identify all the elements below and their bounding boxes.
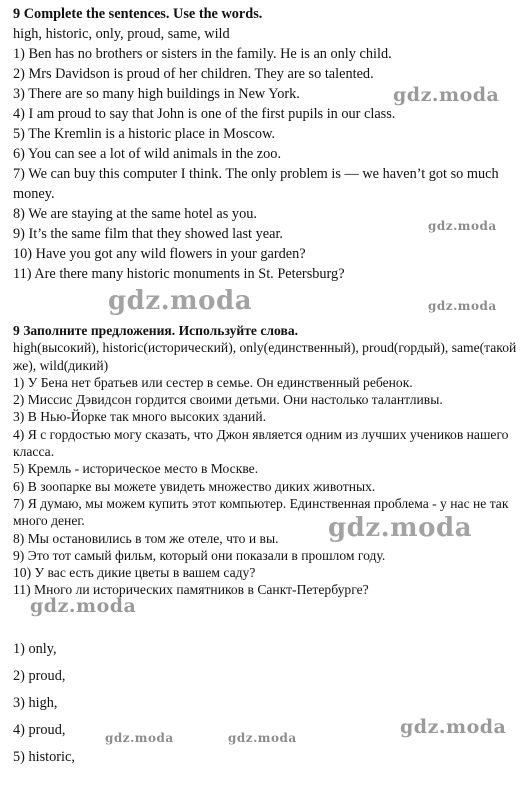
sentence-ru: 10) У вас есть дикие цветы в вашем саду?	[13, 565, 256, 581]
watermark: gdz.moda	[400, 716, 507, 738]
sentence-ru: 6) В зоопарке вы можете увидеть множество диких животных.	[13, 478, 376, 494]
watermark: gdz.moda	[428, 219, 497, 233]
watermark: gdz.moda	[108, 286, 253, 316]
exercise-title: 9 Complete the sentences. Use the words.	[13, 6, 263, 22]
answer-item: 2) proud,	[13, 668, 66, 684]
sentence-ru: 7) Я думаю, мы можем купить этот компьютер. Единственная проблема - у нас не так много денег.	[13, 495, 509, 529]
word-list: high, historic, only, proud, same, wild	[13, 26, 230, 42]
sentence: 4) I am proud to say that John is one of the first pupils in our class.	[13, 106, 396, 122]
watermark: gdz.moda	[428, 299, 497, 313]
sentence: 10) Have you got any wild flowers in your garden?	[13, 246, 306, 262]
sentence-ru: 5) Кремль - историческое место в Москве.	[13, 461, 259, 477]
watermark: gdz.moda	[393, 84, 500, 106]
answer-item: 5) historic,	[13, 749, 75, 765]
answer-item: 4) proud,	[13, 722, 66, 738]
sentence: 6) You can see a lot of wild animals in the zoo.	[13, 146, 282, 162]
watermark: gdz.moda	[105, 731, 174, 745]
word-list-ru: high(высокий), historic(исторический), only(единственный), proud(гордый), same(такой же), wild(дикий)	[13, 340, 517, 373]
sentence: 8) We are staying at the same hotel as you.	[13, 206, 257, 222]
sentence: 9) It’s the same film that they showed last year.	[13, 226, 283, 242]
watermark: gdz.moda	[328, 513, 473, 543]
sentence: 7) We can buy this computer I think. The only problem is — we haven’t got so much money.	[13, 166, 499, 202]
watermark: gdz.moda	[228, 731, 297, 745]
answer-item: 1) only,	[13, 641, 57, 657]
sentence-ru: 2) Миссис Дэвидсон гордится своими детьми. Они настолько талантливы.	[13, 392, 443, 408]
sentence: 1) Ben has no brothers or sisters in the family. He is an only child.	[13, 46, 392, 62]
sentence-ru: 1) У Бена нет братьев или сестер в семье. Он единственный ребенок.	[13, 374, 413, 390]
sentence-ru: 4) Я с гордостью могу сказать, что Джон является одним из лучших учеников нашего класса.	[13, 426, 509, 460]
sentence: 11) Are there many historic monuments in St. Petersburg?	[13, 266, 345, 282]
answers-list	[13, 636, 521, 771]
sentence-ru: 8) Мы остановились в том же отеле, что и вы.	[13, 530, 279, 546]
sentence: 3) There are so many high buildings in New York.	[13, 86, 300, 102]
english-exercise	[13, 4, 521, 284]
exercise-title-ru: 9 Заполните предложения. Используйте слова.	[13, 323, 299, 338]
sentence-ru: 3) В Нью-Йорке так много высоких зданий.	[13, 409, 266, 425]
sentence-ru: 9) Это тот самый фильм, который они показали в прошлом году.	[13, 547, 386, 563]
sentence-ru: 11) Много ли исторических памятников в Санкт-Петербурге?	[13, 582, 369, 598]
watermark: gdz.moda	[30, 595, 137, 617]
sentence: 5) The Kremlin is a historic place in Moscow.	[13, 126, 276, 142]
answer-item: 3) high,	[13, 695, 58, 711]
russian-exercise	[13, 322, 521, 599]
sentence: 2) Mrs Davidson is proud of her children. They are so talented.	[13, 66, 374, 82]
